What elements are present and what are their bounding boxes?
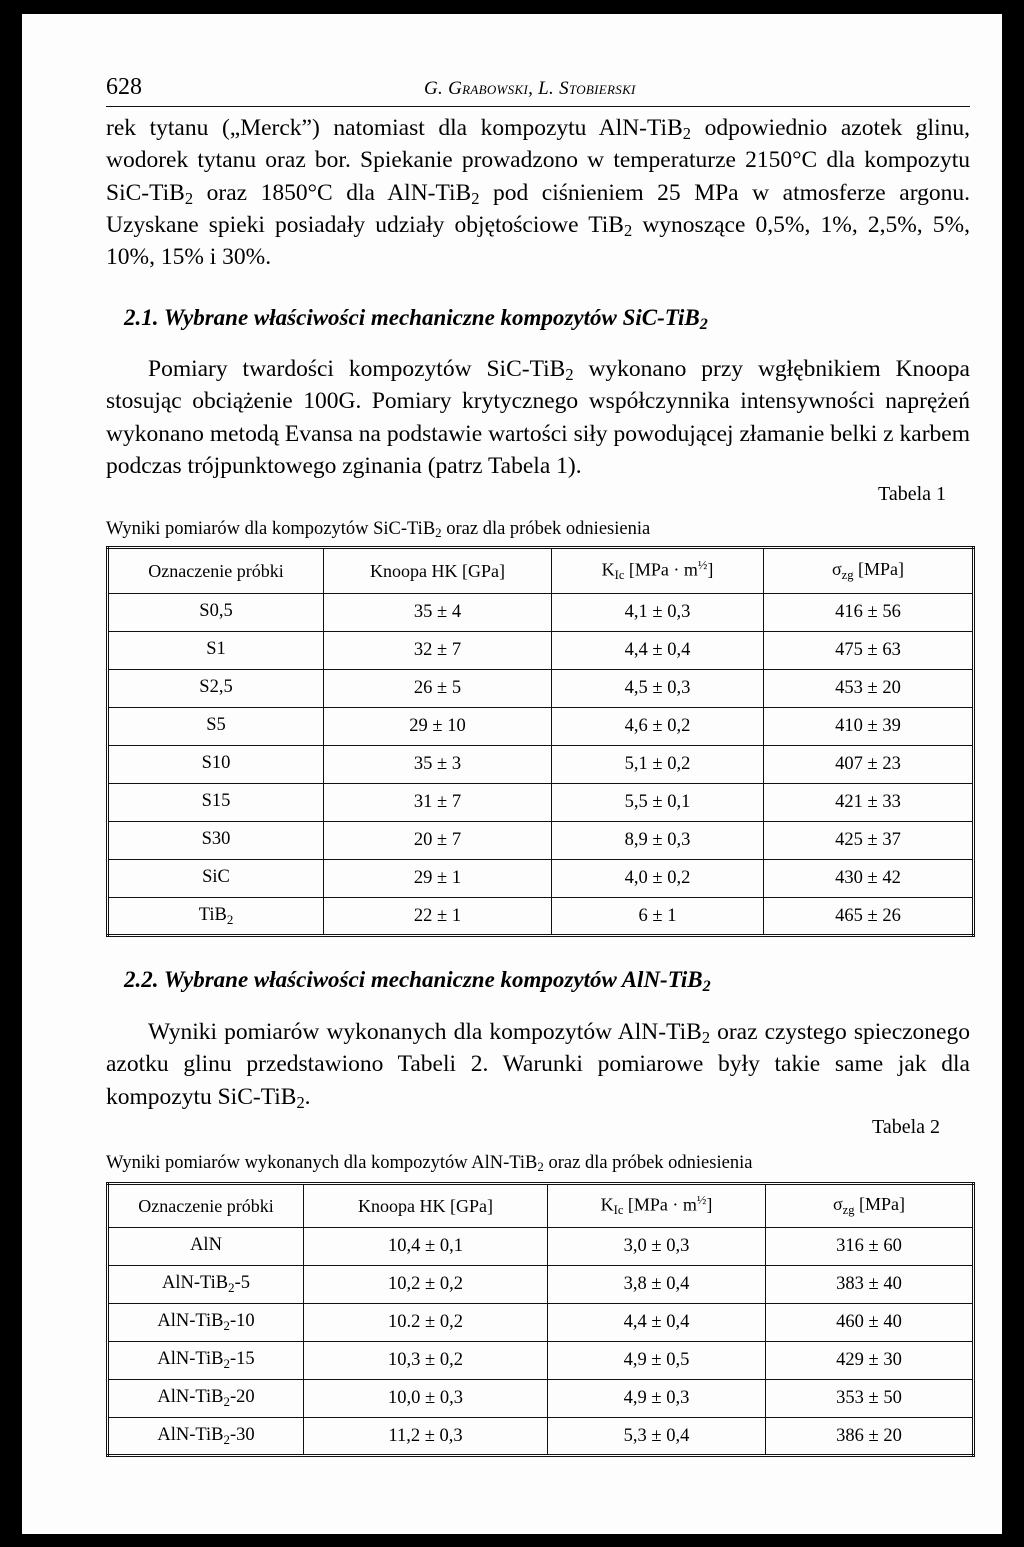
cell-strength: 416 ± 56: [764, 594, 974, 632]
cell-kic: 5,5 ± 0,1: [552, 784, 764, 822]
cell-kic: 8,9 ± 0,3: [552, 822, 764, 860]
cell-hardness: 29 ± 10: [324, 708, 552, 746]
table-row: [108, 670, 974, 708]
cell-strength: 430 ± 42: [764, 860, 974, 898]
cell-sample: AlN-TiB$_2$-20: [108, 1380, 304, 1418]
cell-strength: 386 ± 20: [766, 1418, 974, 1456]
table-row: [108, 1342, 974, 1380]
column-header-kic: $K_{Ic}$ $[MPa \cdot m^{\frac{1}{2}}]$: [552, 548, 764, 594]
column-header-sample: Oznaczenie próbki: [108, 548, 324, 594]
cell-sample: AlN-TiB$_2$-5: [108, 1266, 304, 1304]
cell-sample: AlN: [108, 1228, 304, 1266]
table-1: [106, 546, 975, 937]
cell-strength: 465 ± 26: [764, 898, 974, 936]
cell-hardness: 20 ± 7: [324, 822, 552, 860]
table-row: [108, 898, 974, 936]
section-heading-2-1: 2.1. Wybrane właściwości mechaniczne kompozytów SiC-TiB$_2$: [124, 305, 708, 334]
cell-sample: S0,5: [108, 594, 324, 632]
page-number: 628: [106, 74, 142, 100]
table-row: [108, 1266, 974, 1304]
cell-kic: 4,5 ± 0,3: [552, 670, 764, 708]
cell-kic: 4,0 ± 0,2: [552, 860, 764, 898]
cell-hardness: 35 ± 4: [324, 594, 552, 632]
cell-hardness: 31 ± 7: [324, 784, 552, 822]
cell-kic: 4,4 ± 0,4: [552, 632, 764, 670]
cell-strength: 316 ± 60: [766, 1228, 974, 1266]
cell-hardness: 32 ± 7: [324, 632, 552, 670]
cell-kic: 6 ± 1: [552, 898, 764, 936]
cell-sample: AlN-TiB$_2$-30: [108, 1418, 304, 1456]
cell-sample: S10: [108, 746, 324, 784]
cell-hardness: 10,2 ± 0,2: [304, 1266, 548, 1304]
cell-sample: S2,5: [108, 670, 324, 708]
cell-hardness: 10,0 ± 0,3: [304, 1380, 548, 1418]
cell-strength: 475 ± 63: [764, 632, 974, 670]
column-header-kic: $K_{Ic}$ $[MPa \cdot m^{\frac{1}{2}}]$: [548, 1184, 766, 1228]
table-row: [108, 1380, 974, 1418]
cell-sample: S1: [108, 632, 324, 670]
running-header: [106, 72, 970, 107]
paragraph-section-2-1: Pomiary twardości kompozytów SiC-TiB$_2$ wykonano przy wgłębnikiem Knoopa stosując obciążenie 100G. Pomiary krytycznego współczynnika intensywności naprężeń wykonano metodą Evansa na podstawie wartości siły powodującej złamanie belki z karbem podczas trójpunktowego zginania (patrz Tabela 1).: [106, 356, 970, 479]
table-2-label: Tabela 2: [872, 1116, 941, 1138]
cell-hardness: 10.2 ± 0,2: [304, 1304, 548, 1342]
table-row: [108, 860, 974, 898]
cell-sample: S5: [108, 708, 324, 746]
cell-strength: 425 ± 37: [764, 822, 974, 860]
cell-hardness: 10,3 ± 0,2: [304, 1342, 548, 1380]
cell-strength: 429 ± 30: [766, 1342, 974, 1380]
cell-sample: S30: [108, 822, 324, 860]
table-row: [108, 1228, 974, 1266]
cell-kic: 4,6 ± 0,2: [552, 708, 764, 746]
column-header-sample: Oznaczenie próbki: [108, 1184, 304, 1228]
cell-kic: 3,0 ± 0,3: [548, 1228, 766, 1266]
table-1-label: Tabela 1: [878, 483, 947, 505]
table-row: [108, 708, 974, 746]
table-row: [108, 784, 974, 822]
cell-strength: 460 ± 40: [766, 1304, 974, 1342]
cell-kic: 4,9 ± 0,3: [548, 1380, 766, 1418]
column-header-strength: $\sigma_{zg}$ [MPa]: [764, 548, 974, 594]
running-header-authors: G. Grabowski, L. Stobierski: [424, 78, 636, 99]
table-row: [108, 822, 974, 860]
column-header-hardness: Knoopa HK [GPa]: [304, 1184, 548, 1228]
section-heading-2-2: 2.2. Wybrane właściwości mechaniczne kompozytów AlN-TiB$_2$: [124, 967, 711, 996]
table-row: [108, 632, 974, 670]
cell-kic: 4,1 ± 0,3: [552, 594, 764, 632]
cell-kic: 3,8 ± 0,4: [548, 1266, 766, 1304]
cell-hardness: 22 ± 1: [324, 898, 552, 936]
table-row: [108, 1304, 974, 1342]
cell-hardness: 11,2 ± 0,3: [304, 1418, 548, 1456]
paragraph-intro: rek tytanu („Merck”) natomiast dla kompozytu AlN-TiB$_2$ odpowiednio azotek glinu, wodorek tytanu oraz bor. Spiekanie prowadzono w temperaturze 2150°C dla kompozytu SiC-TiB$_2$ oraz 1850°C dla AlN-TiB$_2$ pod ciśnieniem 25 MPa w atmosferze argonu. Uzyskane spieki posiadały udziały objętościowe TiB$_2$ wynoszące 0,5%, 1%, 2,5%, 5%, 10%, 15% i 30%.: [106, 115, 971, 271]
cell-kic: 4,4 ± 0,4: [548, 1304, 766, 1342]
cell-strength: 383 ± 40: [766, 1266, 974, 1304]
cell-kic: 4,9 ± 0,5: [548, 1342, 766, 1380]
document-page: [22, 14, 1002, 1534]
column-header-hardness: Knoopa HK [GPa]: [324, 548, 552, 594]
cell-sample: TiB$_2$: [108, 898, 324, 936]
cell-strength: 453 ± 20: [764, 670, 974, 708]
cell-strength: 353 ± 50: [766, 1380, 974, 1418]
cell-sample: AlN-TiB$_2$-15: [108, 1342, 304, 1380]
table-2-caption: Wyniki pomiarów wykonanych dla kompozytów AlN-TiB$_2$ oraz dla próbek odniesienia: [106, 1153, 753, 1175]
cell-kic: 5,3 ± 0,4: [548, 1418, 766, 1456]
cell-hardness: 29 ± 1: [324, 860, 552, 898]
cell-strength: 410 ± 39: [764, 708, 974, 746]
cell-hardness: 35 ± 3: [324, 746, 552, 784]
cell-kic: 5,1 ± 0,2: [552, 746, 764, 784]
table-row: [108, 1418, 974, 1456]
table-header-row: [108, 1184, 974, 1228]
column-header-strength: $\sigma_{zg}$ [MPa]: [766, 1184, 974, 1228]
cell-strength: 407 ± 23: [764, 746, 974, 784]
cell-sample: S15: [108, 784, 324, 822]
table-header-row: [108, 548, 974, 594]
cell-sample: AlN-TiB$_2$-10: [108, 1304, 304, 1342]
table-2: [106, 1182, 975, 1457]
table-row: [108, 746, 974, 784]
table-row: [108, 594, 974, 632]
table-1-caption: Wyniki pomiarów dla kompozytów SiC-TiB$_2$ oraz dla próbek odniesienia: [106, 519, 651, 541]
cell-hardness: 26 ± 5: [324, 670, 552, 708]
cell-hardness: 10,4 ± 0,1: [304, 1228, 548, 1266]
cell-sample: SiC: [108, 860, 324, 898]
cell-strength: 421 ± 33: [764, 784, 974, 822]
paragraph-section-2-2: Wyniki pomiarów wykonanych dla kompozytów AlN-TiB$_2$ oraz czystego spieczonego azotku glinu przedstawiono Tabeli 2. Warunki pomiarowe były takie same jak dla kompozytu SiC-TiB$_2$.: [106, 1019, 970, 1112]
